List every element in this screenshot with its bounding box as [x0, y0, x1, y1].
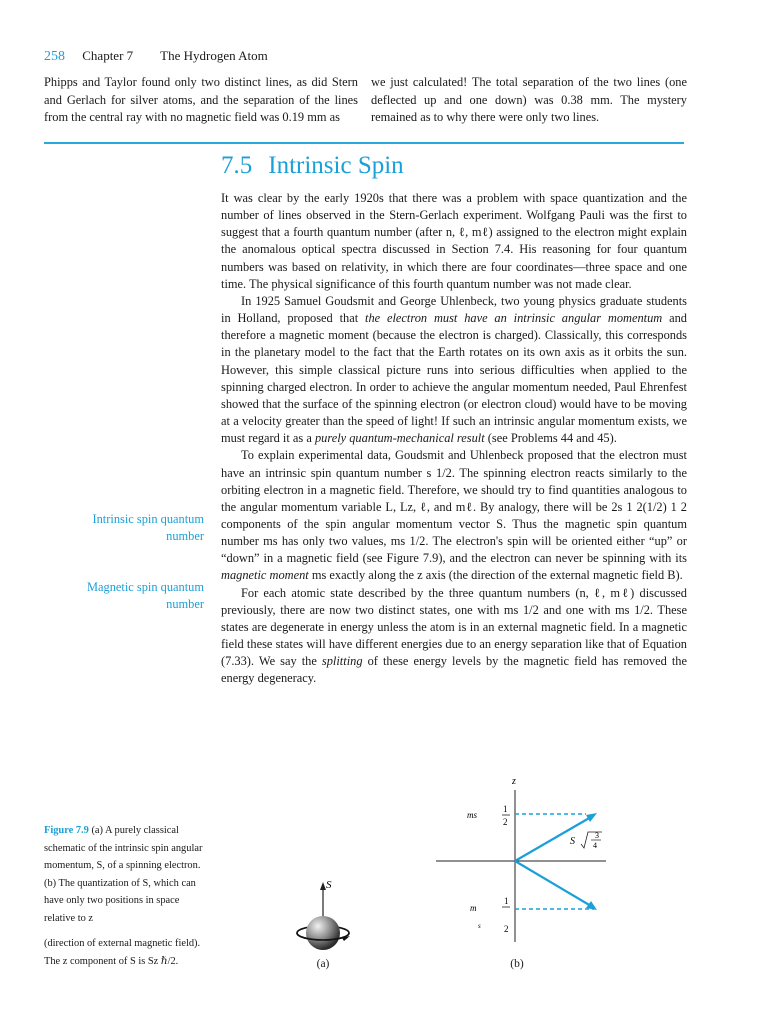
sqrt-denominator: 4	[593, 841, 597, 850]
chapter-title: The Hydrogen Atom	[160, 48, 268, 63]
ms-top-label: ms	[467, 810, 478, 820]
spin-up-arrow-icon	[586, 813, 597, 822]
frac-bottom-numerator: 1	[504, 896, 509, 906]
section-heading	[221, 152, 404, 180]
emphasis-splitting: splitting	[321, 654, 363, 669]
caption-text: (a) A purely classical schematic of the intrinsic spin angular momentum, S, of a spinning electron. (b) The quantization of S, which can have only two positions in space relative to z	[44, 825, 203, 924]
figure-b-label: (b)	[510, 958, 524, 970]
frac-top-denominator: 2	[503, 817, 508, 827]
spin-up-vector	[515, 817, 591, 861]
caption-label: Figure 7.9	[44, 825, 89, 836]
m-bottom-label: m	[470, 903, 477, 913]
frac-top-numerator: 1	[503, 804, 508, 814]
section-rule	[44, 142, 684, 144]
figure-caption	[44, 822, 208, 970]
chapter-label: Chapter 7	[82, 48, 134, 63]
frac-bottom-denominator: 2	[504, 924, 509, 934]
section-title: Intrinsic Spin	[268, 152, 404, 179]
section-number: 7.5	[221, 152, 253, 179]
paragraph-3: To explain experimental data, Goudsmit and Uhlenbeck proposed that the electron must have an intrinsic spin quantum number s 1/2. The spinning electron reacts similarly to the orbiting electron in a magnetic field. Therefore, we should try to find quantities analogous to the angular momentum variable L, Lz, ℓ, and mℓ. By analogy, there will be 2s 1 2(1/2) 1 2 components of the spin angular momentum vector S. Thus the magnetic spin quantum number ms has only two values, ms 1/2. The electron's spin will be oriented either “up” or “down” in a magnetic field (see Figure 7.9), and the electron can never be spinning with its magnetic moment ms exactly along the z axis (the direction of the external magnetic field B).	[221, 448, 687, 583]
spin-vector-label: S	[570, 836, 575, 847]
emphasis-magnetic-moment: magnetic moment	[221, 568, 309, 583]
spin-down-vector	[515, 861, 591, 906]
spin-label-a: S	[326, 879, 332, 891]
figure-a-spinning-electron	[280, 870, 380, 960]
emphasis-quantum-mechanical: purely quantum-mechanical result	[314, 431, 485, 446]
body-text	[221, 190, 687, 688]
top-column-right: we just calculated! The total separation of the two lines (one deflected up and one down) was 0.38 mm. The mystery remained as to why there were only two lines.	[371, 75, 687, 124]
paragraph-1: It was clear by the early 1920s that there was a problem with space quantization and the number of lines observed in the Stern-Gerlach experiment. Wolfgang Pauli was the first to suggest that a fourth quantum number (after n, ℓ, mℓ) assigned to the electron might explain the anomalous optical spectra discussed in Section 7.4. His reasoning for four quantum numbers was based on relativity, in which there are four coordinates—three space and one time. The physical significance of this fourth quantum number was not made clear.	[221, 191, 687, 291]
s-subscript-label: s	[478, 922, 481, 930]
sqrt-numerator: 3	[595, 831, 599, 840]
figure-b-quantization-diagram	[436, 772, 616, 952]
paragraph-2: In 1925 Samuel Goudsmit and George Uhlenbeck, two young physics graduate students in Holland, proposed that the electron must have an intrinsic angular momentum and therefore a magnetic moment (because the electron is charged). Classically, this corresponds in the planetary model to the fact that the Earth rotates on its own axis as it orbits the sun. However, this simple classical picture runs into serious difficulties when applied to the spinning charged electron. In order to achieve the angular momentum needed, Paul Ehrenfest showed that the surface of the spinning electron (or electron cloud) would have to be moving at a velocity greater than the speed of light! If such an intrinsic angular momentum exists, we must regard it as a purely quantum-mechanical result (see Problems 44 and 45).	[221, 293, 687, 446]
margin-note-magnetic-spin: Magnetic spin quantum number	[86, 580, 204, 611]
page-header	[44, 48, 268, 65]
emphasis-intrinsic-angular-momentum: the electron must have an intrinsic angular momentum	[365, 311, 663, 326]
paragraph-4: For each atomic state described by the three quantum numbers (n, ℓ, mℓ) discussed previously, there are now two distinct states, one with ms 1/2 and one with ms 1/2. These states are degenerate in energy unless the atom is in an external magnetic field. In a magnetic field these states will have different energies due to an energy separation like that of Equation (7.33). We say the splitting of these energy levels by the magnetic field has removed the energy degeneracy.	[221, 585, 687, 686]
margin-note-intrinsic-spin: Intrinsic spin quantum number	[92, 512, 204, 543]
z-axis-label: z	[512, 776, 516, 787]
electron-sphere	[306, 916, 340, 950]
caption-text-2: (direction of external magnetic field). The z component of S is Sz ℏ/2.	[44, 938, 201, 967]
figure-a-label: (a)	[316, 958, 330, 970]
page-number: 258	[44, 49, 65, 64]
top-column-left: Phipps and Taylor found only two distinct lines, as did Stern and Gerlach for silver atoms, and the separation of the lines from the central ray with no magnetic field was 0.19 mm as	[44, 75, 358, 124]
